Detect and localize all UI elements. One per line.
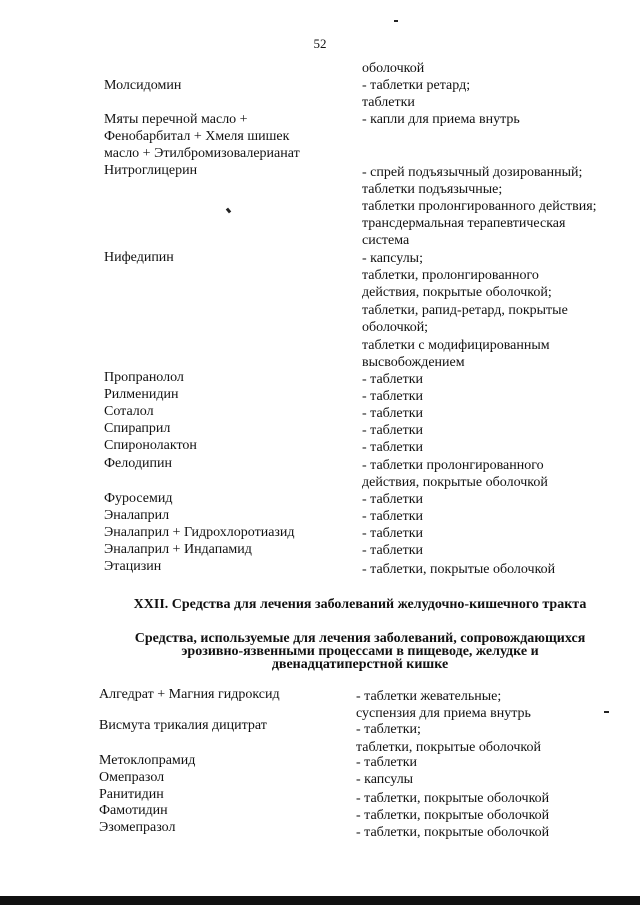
dosage-form: суспензия для приема внутрь: [356, 706, 531, 721]
drug-name: Пропранолол: [104, 370, 184, 385]
dosage-form: - спрей подъязычный дозированный;: [362, 165, 583, 180]
drug-name: Фамотидин: [99, 803, 168, 818]
drug-name: Эналаприл + Гидрохлоротиазид: [104, 525, 295, 540]
drug-name: Мяты перечной масло +: [104, 112, 248, 127]
dosage-form: высвобождением: [362, 355, 465, 370]
dosage-form: - таблетки: [362, 423, 424, 438]
dosage-form: - таблетки: [362, 372, 424, 387]
dosage-form: таблетки, рапид-ретард, покрытые: [362, 303, 568, 318]
scan-edge-bar: [0, 896, 640, 905]
dosage-form: - таблетки, покрытые оболочкой: [356, 791, 550, 806]
dosage-form: - капсулы: [356, 772, 414, 787]
drug-name: Алгедрат + Магния гидроксид: [99, 687, 280, 702]
drug-name: Фенобарбитал + Хмеля шишек: [104, 129, 290, 144]
drug-name: Эналаприл + Индапамид: [104, 542, 252, 557]
subsection-heading-line: эрозивно-язвенными процессами в пищеводе, желудке и: [181, 644, 539, 659]
dosage-form: таблетки: [362, 95, 415, 110]
drug-name: Нитроглицерин: [104, 163, 198, 178]
drug-name: Висмута трикалия дицитрат: [99, 718, 267, 733]
drug-name: Метоклопрамид: [99, 753, 196, 768]
dosage-form: таблетки, покрытые оболочкой: [356, 740, 542, 755]
drug-name: Нифедипин: [104, 250, 174, 265]
dosage-form: таблетки с модифицированным: [362, 338, 550, 353]
drug-name: Соталол: [104, 404, 154, 419]
drug-name: Рилменидин: [104, 387, 179, 402]
dosage-form: - таблетки: [362, 492, 424, 507]
dosage-form: - таблетки: [362, 406, 424, 421]
dosage-form: действия, покрытые оболочкой;: [362, 285, 552, 300]
dosage-form: - капсулы;: [362, 251, 423, 266]
drug-name: Спираприл: [104, 421, 171, 436]
dosage-form: - таблетки: [362, 526, 424, 541]
drug-name: Эналаприл: [104, 508, 170, 523]
drug-name: Омепразол: [99, 770, 165, 785]
page-number: 52: [313, 36, 327, 51]
dosage-form: трансдермальная терапевтическая: [362, 216, 566, 231]
drug-name: Эзомепразол: [99, 820, 176, 835]
dosage-form: - таблетки: [362, 389, 424, 404]
dosage-form: - таблетки: [362, 509, 424, 524]
drug-name: масло + Этилбромизовалерианат: [104, 146, 300, 161]
scan-speck: [226, 208, 232, 214]
dosage-form: - таблетки;: [356, 722, 421, 737]
dosage-form: таблетки пролонгированного действия;: [362, 199, 597, 214]
dosage-form: - таблетки, покрытые оболочкой: [356, 808, 550, 823]
drug-name: Этацизин: [104, 559, 162, 574]
dosage-form: - таблетки: [362, 440, 424, 455]
dosage-form: оболочкой: [362, 61, 425, 76]
dosage-form: таблетки, пролонгированного: [362, 268, 539, 283]
dosage-form: оболочкой;: [362, 320, 429, 335]
dosage-form: - таблетки жевательные;: [356, 689, 502, 704]
dosage-form: - таблетки, покрытые оболочкой: [356, 825, 550, 840]
dosage-form: - таблетки ретард;: [362, 78, 471, 93]
subsection-heading-line: Средства, используемые для лечения заболеваний, сопровождающихся: [134, 631, 586, 646]
drug-name: Фелодипин: [104, 456, 172, 471]
dosage-form: действия, покрытые оболочкой: [362, 475, 548, 490]
drug-name: Молсидомин: [104, 78, 182, 93]
drug-name: Ранитидин: [99, 787, 164, 802]
dosage-form: система: [362, 233, 410, 248]
dosage-form: - таблетки: [362, 543, 424, 558]
dosage-form: - таблетки: [356, 755, 418, 770]
dosage-form: - таблетки пролонгированного: [362, 458, 544, 473]
dosage-form: таблетки подъязычные;: [362, 182, 503, 197]
scan-speck: [394, 20, 398, 22]
drug-name: Фуросемид: [104, 491, 173, 506]
dosage-form: - таблетки, покрытые оболочкой: [362, 562, 556, 577]
drug-name: Спиронолактон: [104, 438, 197, 453]
dosage-form: - капли для приема внутрь: [362, 112, 520, 127]
scan-speck: [604, 711, 609, 713]
section-heading: XXII. Средства для лечения заболеваний желудочно-кишечного тракта: [133, 597, 587, 612]
subsection-heading-line: двенадцатиперстной кишке: [271, 657, 449, 672]
